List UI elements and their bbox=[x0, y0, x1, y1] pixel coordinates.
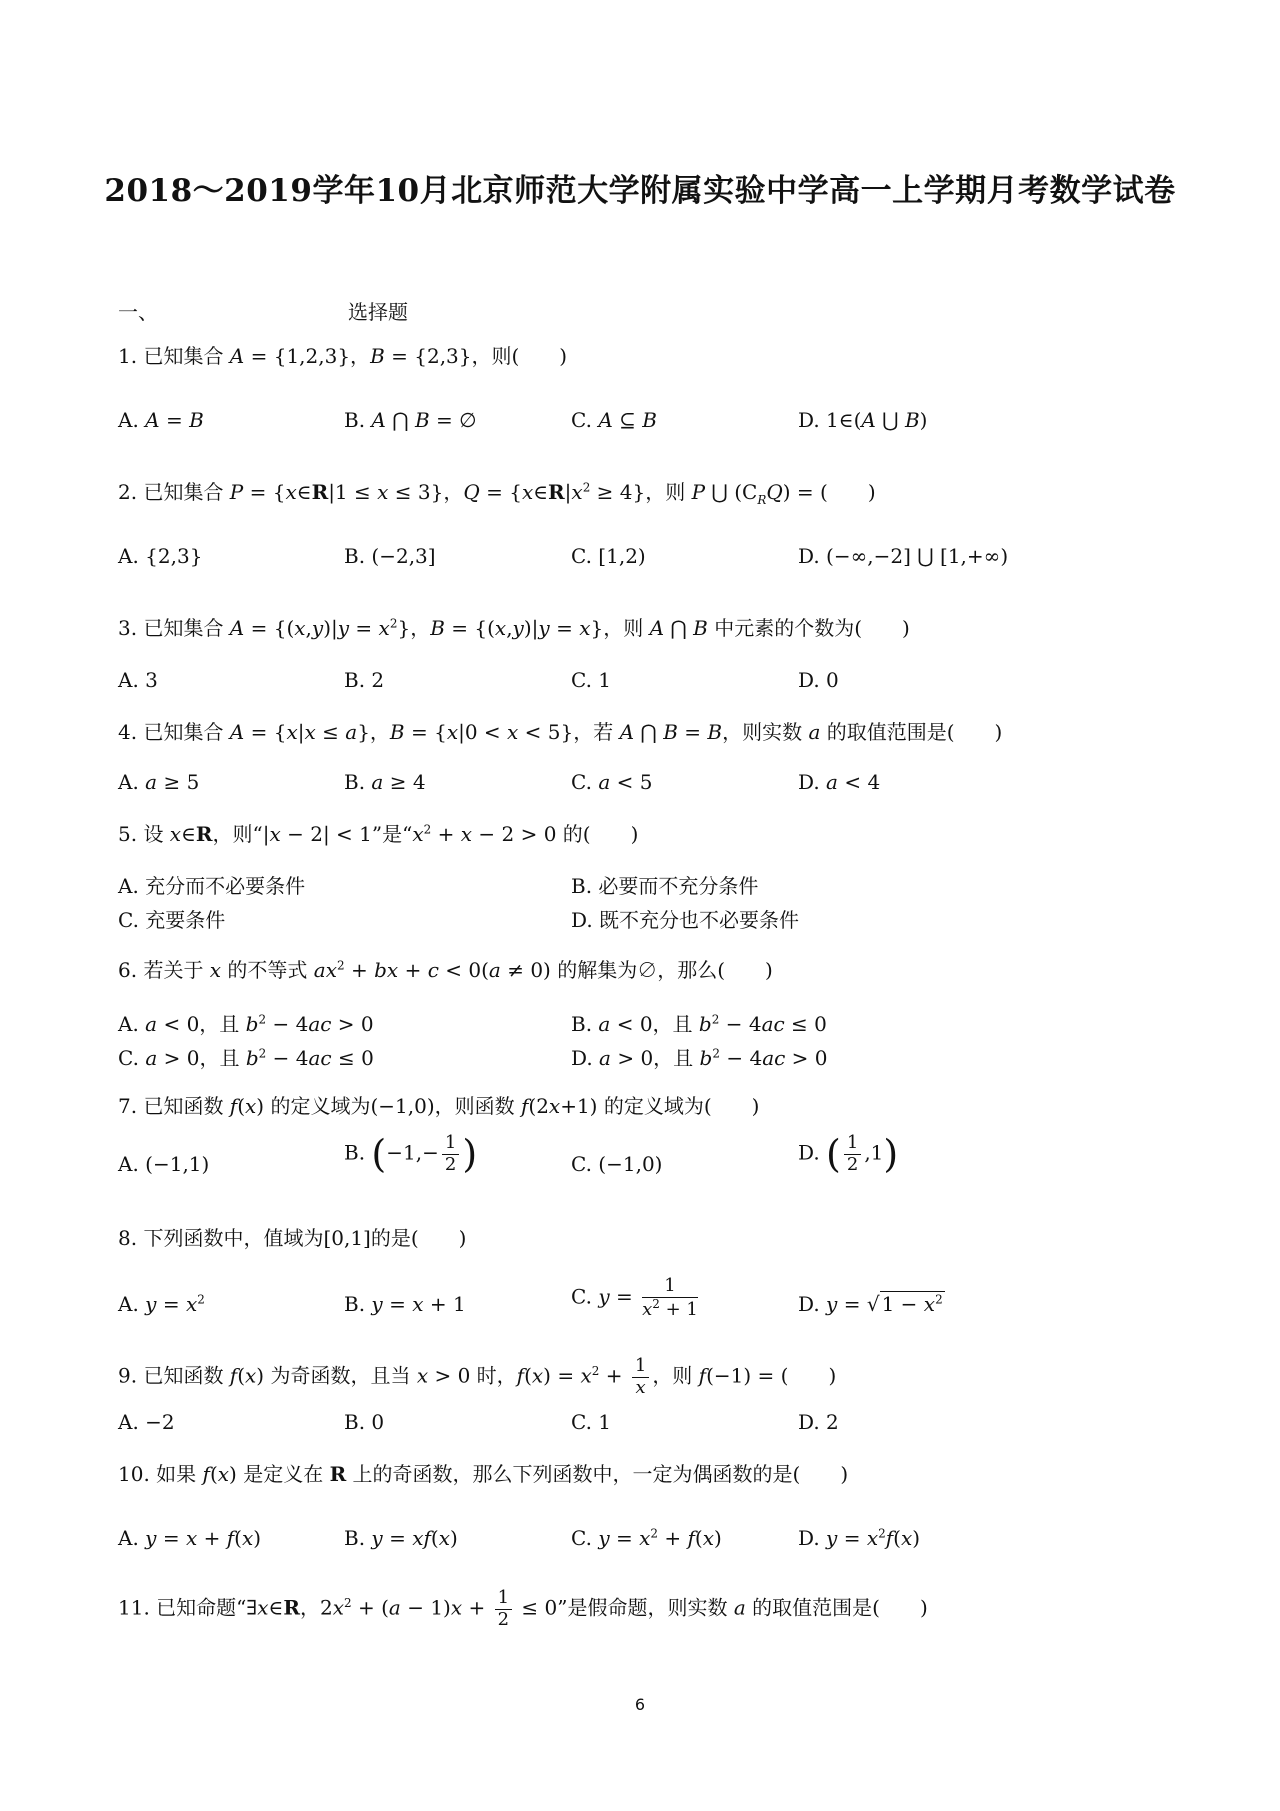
question-3-option-c[interactable]: C. 1 bbox=[571, 668, 612, 692]
question-7-option-a[interactable]: A. (−1,1) bbox=[118, 1152, 210, 1176]
question-5-option-d[interactable]: D. 既不充分也不必要条件 bbox=[571, 908, 800, 932]
question-1-option-d[interactable]: D. 1∈(A ⋃ B) bbox=[798, 408, 928, 432]
question-8-option-a[interactable]: A. $y = x^2$ bbox=[118, 1292, 205, 1316]
question-2-option-a[interactable]: A. {2,3} bbox=[118, 544, 203, 568]
section-heading bbox=[118, 296, 408, 325]
question-1-stem: 1. 已知集合 A = {1,2,3}，B = {2,3}，则( ) bbox=[118, 344, 568, 368]
question-7-option-c[interactable]: C. (−1,0) bbox=[571, 1152, 663, 1176]
question-2-option-d[interactable]: D. (−∞,−2] ⋃ [1,+∞) bbox=[798, 544, 1009, 568]
question-6-stem: 6. 若关于 x 的不等式 $ax^2$ + bx + c < 0(a ≠ 0) 的解集为∅，那么( ) bbox=[118, 958, 773, 982]
question-9-option-b[interactable]: B. 0 bbox=[344, 1410, 385, 1434]
question-4-stem: 4. 已知集合 A = {x|x ≤ a}，B = {x|0 < x < 5}，若 A ⋂ B = B，则实数 a 的取值范围是( ) bbox=[118, 720, 1003, 744]
question-6-option-d[interactable]: D. a > 0，且 $b^2 - 4ac > 0$ bbox=[571, 1046, 828, 1070]
question-2-option-b[interactable]: B. (−2,3] bbox=[344, 544, 436, 568]
question-7-stem: 7. 已知函数 f(x) 的定义域为(−1,0)，则函数 f(2x+1) 的定义域为( ) bbox=[118, 1094, 760, 1118]
question-10-option-a[interactable]: A. y = x + f(x) bbox=[118, 1526, 262, 1550]
question-5-option-c[interactable]: C. 充要条件 bbox=[118, 908, 226, 932]
question-8-stem: 8. 下列函数中，值域为[0,1]的是( ) bbox=[118, 1226, 467, 1250]
question-10-stem: 10. 如果 f(x) 是定义在 R 上的奇函数，那么下列函数中，一定为偶函数的是( ) bbox=[118, 1462, 849, 1486]
question-5-stem: 5. 设 x∈R，则“|x − 2| < 1”是“$x^2 + x - 2 > 0$ 的( ) bbox=[118, 822, 639, 846]
section-number: 一、 bbox=[118, 300, 158, 324]
question-8-option-d[interactable]: D. y = √ $1 - x^2$ bbox=[798, 1292, 943, 1316]
question-1-option-c[interactable]: C. A ⊆ B bbox=[571, 408, 657, 432]
question-2-option-c[interactable]: C. [1,2) bbox=[571, 544, 646, 568]
question-3-option-d[interactable]: D. 0 bbox=[798, 668, 839, 692]
question-10-option-d[interactable]: D. $y = x^2f(x)$ bbox=[798, 1526, 921, 1550]
question-11-stem: 11. 已知命题“∃x∈R，$2x^2 + (a - 1)x$ + $\frac{1}{2}$ ≤ 0”是假命题，则实数 a 的取值范围是( ) bbox=[118, 1587, 928, 1630]
question-6-option-b[interactable]: B. a < 0，且 $b^2 - 4ac \le 0$ bbox=[571, 1012, 827, 1036]
question-4-option-a[interactable]: A. a ≥ 5 bbox=[118, 770, 200, 794]
question-3-option-b[interactable]: B. 2 bbox=[344, 668, 385, 692]
question-6-option-a[interactable]: A. a < 0，且 $b^2 - 4ac > 0$ bbox=[118, 1012, 374, 1036]
question-7-option-b[interactable]: B. (−1,− $\frac{1}{2}$ ) bbox=[344, 1131, 478, 1176]
question-9-option-a[interactable]: A. −2 bbox=[118, 1410, 175, 1434]
question-9-option-c[interactable]: C. 1 bbox=[571, 1410, 612, 1434]
question-4-option-b[interactable]: B. a ≥ 4 bbox=[344, 770, 426, 794]
question-9-option-d[interactable]: D. 2 bbox=[798, 1410, 839, 1434]
question-5-option-a[interactable]: A. 充分而不必要条件 bbox=[118, 874, 306, 898]
question-10-option-b[interactable]: B. y = xf(x) bbox=[344, 1526, 458, 1550]
question-1-option-b[interactable]: B. A ⋂ B = ∅ bbox=[344, 408, 477, 432]
section-name: 选择题 bbox=[348, 300, 408, 324]
question-8-option-b[interactable]: B. y = x + 1 bbox=[344, 1292, 466, 1316]
exam-title: 2018～2019学年10月北京师范大学附属实验中学高一上学期月考数学试卷 bbox=[104, 173, 1176, 209]
question-3-option-a[interactable]: A. 3 bbox=[118, 668, 158, 692]
question-3-stem: 3. 已知集合 $A = \{(x,y)|y = x^2\}$，B = {(x,y)|y = x}，则 A ⋂ B 中元素的个数为( ) bbox=[118, 616, 910, 640]
question-4-option-c[interactable]: C. a < 5 bbox=[571, 770, 653, 794]
question-6-option-c[interactable]: C. a > 0，且 $b^2 - 4ac \le 0$ bbox=[118, 1046, 374, 1070]
question-4-option-d[interactable]: D. a < 4 bbox=[798, 770, 881, 794]
page-number: 6 bbox=[634, 1695, 646, 1714]
question-7-option-d[interactable]: D. ( $\frac{1}{2}$ ,1) bbox=[798, 1131, 899, 1176]
question-1-option-a[interactable]: A. A = B bbox=[118, 408, 204, 432]
question-9-stem: 9. 已知函数 f(x) 为奇函数，且当 x > 0 时，$f(x) = x^2$ + $\frac{1}{x}$ ，则 f(−1) = ( ) bbox=[118, 1355, 837, 1398]
question-8-option-c[interactable]: C. y = $\frac{1}{x^2 + 1}$ bbox=[571, 1275, 698, 1320]
question-2-stem: 2. 已知集合 P = {x∈R|1 ≤ x ≤ 3}，$Q = \{x\in R|x^2 \ge 4\}$，则 P ⋃ $(C_RQ)$ = ( ) bbox=[118, 480, 876, 507]
question-10-option-c[interactable]: C. $y = x^2 + f(x)$ bbox=[571, 1526, 722, 1550]
question-5-option-b[interactable]: B. 必要而不充分条件 bbox=[571, 874, 759, 898]
